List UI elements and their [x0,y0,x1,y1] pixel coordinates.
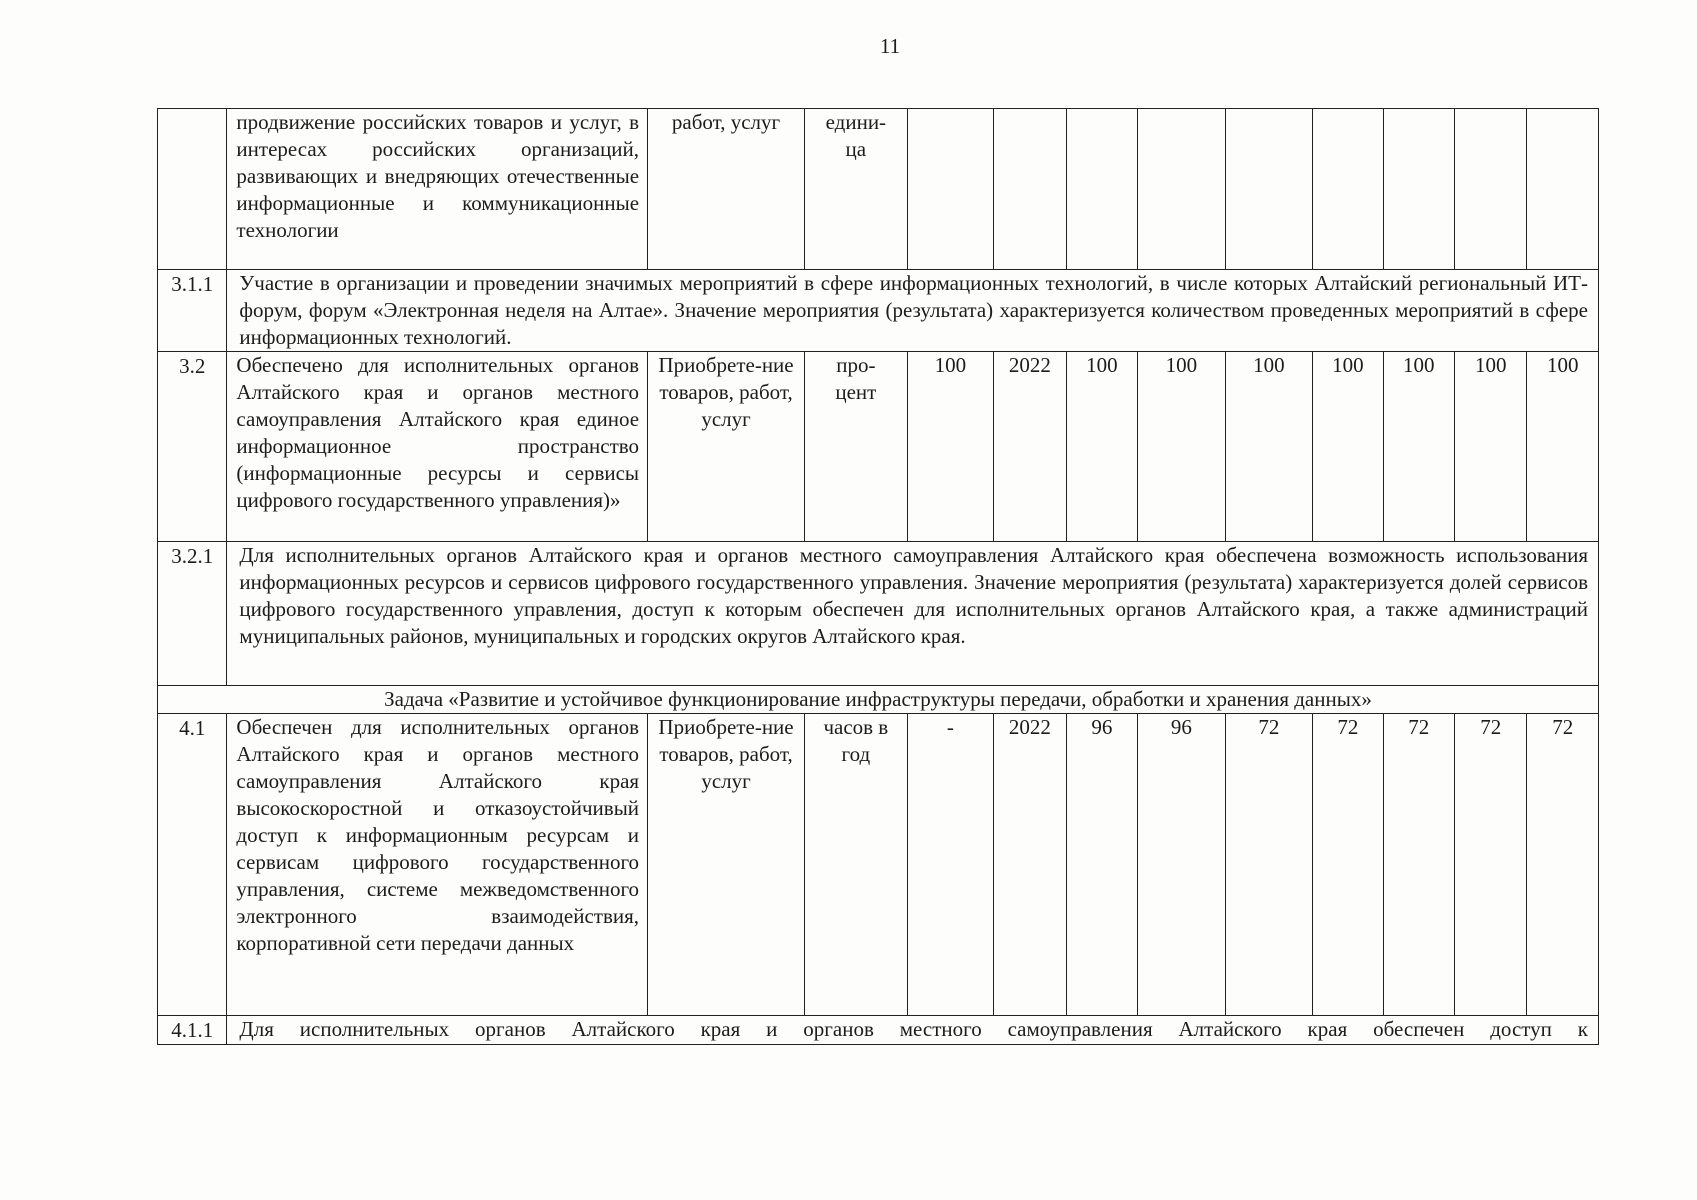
value-cell: 72 [1527,714,1599,1016]
table-row [158,542,1599,686]
table-row [158,714,1599,1016]
task-row [158,686,1599,714]
value-cell: 100 [907,352,994,542]
table-row [158,270,1599,352]
value-cell [907,109,994,270]
value-cell: 100 [1138,352,1226,542]
row-number: 4.1.1 [158,1016,227,1045]
row-number: 4.1 [158,714,227,1016]
activity-description: Для исполнительных органов Алтайского края и органов местного самоуправления Алтайского края обеспечен доступ к [227,1016,1599,1045]
task-heading: Задача «Развитие и устойчивое функционирование инфраструктуры передачи, обработки и хранения данных» [158,686,1599,714]
activity-description: Для исполнительных органов Алтайского края и органов местного самоуправления Алтайского края обеспечена возможность использования информационных ресурсов и сервисов цифрового государственного управления. Значение мероприятия (результата) характеризуется долей сервисов цифрового государственного управления, доступ к которым обеспечен для исполнительных органов Алтайского края, а также администраций муниципальных районов, муниципальных и городских округов Алтайского края. [227,542,1599,686]
unit-cell: про-цент [805,352,908,542]
result-description: продвижение российских товаров и услуг, в интересах российских организаций, развивающих и внедряющих отечественные информационные и коммуникационные технологии [227,109,648,270]
unit-cell: часов в год [805,714,908,1016]
value-cell [1066,109,1137,270]
table-row [158,1016,1599,1045]
value-cell: 72 [1383,714,1454,1016]
value-cell: 100 [1527,352,1599,542]
row-number: 3.2 [158,352,227,542]
indicators-table [157,108,1599,1045]
funding-source: Приобрете-ние товаров, работ, услуг [648,352,805,542]
value-cell [994,109,1066,270]
result-description: Обеспечено для исполнительных органов Алтайского края и органов местного самоуправления Алтайского края единое информационное пространство (информационные ресурсы и сервисы цифрового государственного управления)» [227,352,648,542]
value-cell [1455,109,1527,270]
value-cell: 100 [1313,352,1383,542]
value-cell: 72 [1455,714,1527,1016]
value-cell: 2022 [994,352,1066,542]
value-cell: 96 [1138,714,1226,1016]
row-number: 3.1.1 [158,270,227,352]
value-cell: 100 [1225,352,1313,542]
value-cell: 100 [1383,352,1454,542]
row-number: 3.2.1 [158,542,227,686]
value-cell: 100 [1066,352,1137,542]
value-cell [1138,109,1226,270]
funding-source: Приобрете-ние товаров, работ, услуг [648,714,805,1016]
value-cell: 96 [1066,714,1137,1016]
row-number [158,109,227,270]
value-cell: 100 [1455,352,1527,542]
value-cell [1313,109,1383,270]
value-cell: 72 [1313,714,1383,1016]
value-cell [1527,109,1599,270]
value-cell [1225,109,1313,270]
unit-cell: едини-ца [805,109,908,270]
value-cell: 2022 [994,714,1066,1016]
value-cell: 72 [1225,714,1313,1016]
value-cell [1383,109,1454,270]
page-number: 11 [879,34,901,58]
activity-description: Участие в организации и проведении значимых мероприятий в сфере информационных технологий, в числе которых Алтайский региональный ИТ-форум, форум «Электронная неделя на Алтае». Значение мероприятия (результата) характеризуется количеством проведенных мероприятий в сфере информационных технологий. [227,270,1599,352]
table-row [158,109,1599,270]
funding-source: работ, услуг [648,109,805,270]
value-cell: - [907,714,994,1016]
table-row [158,352,1599,542]
result-description: Обеспечен для исполнительных органов Алтайского края и органов местного самоуправления Алтайского края высокоскоростной и отказоустойчивый доступ к информационным ресурсам и сервисам цифрового государственного управления, системе межведомственного электронного взаимодействия, корпоративной сети передачи данных [227,714,648,1016]
